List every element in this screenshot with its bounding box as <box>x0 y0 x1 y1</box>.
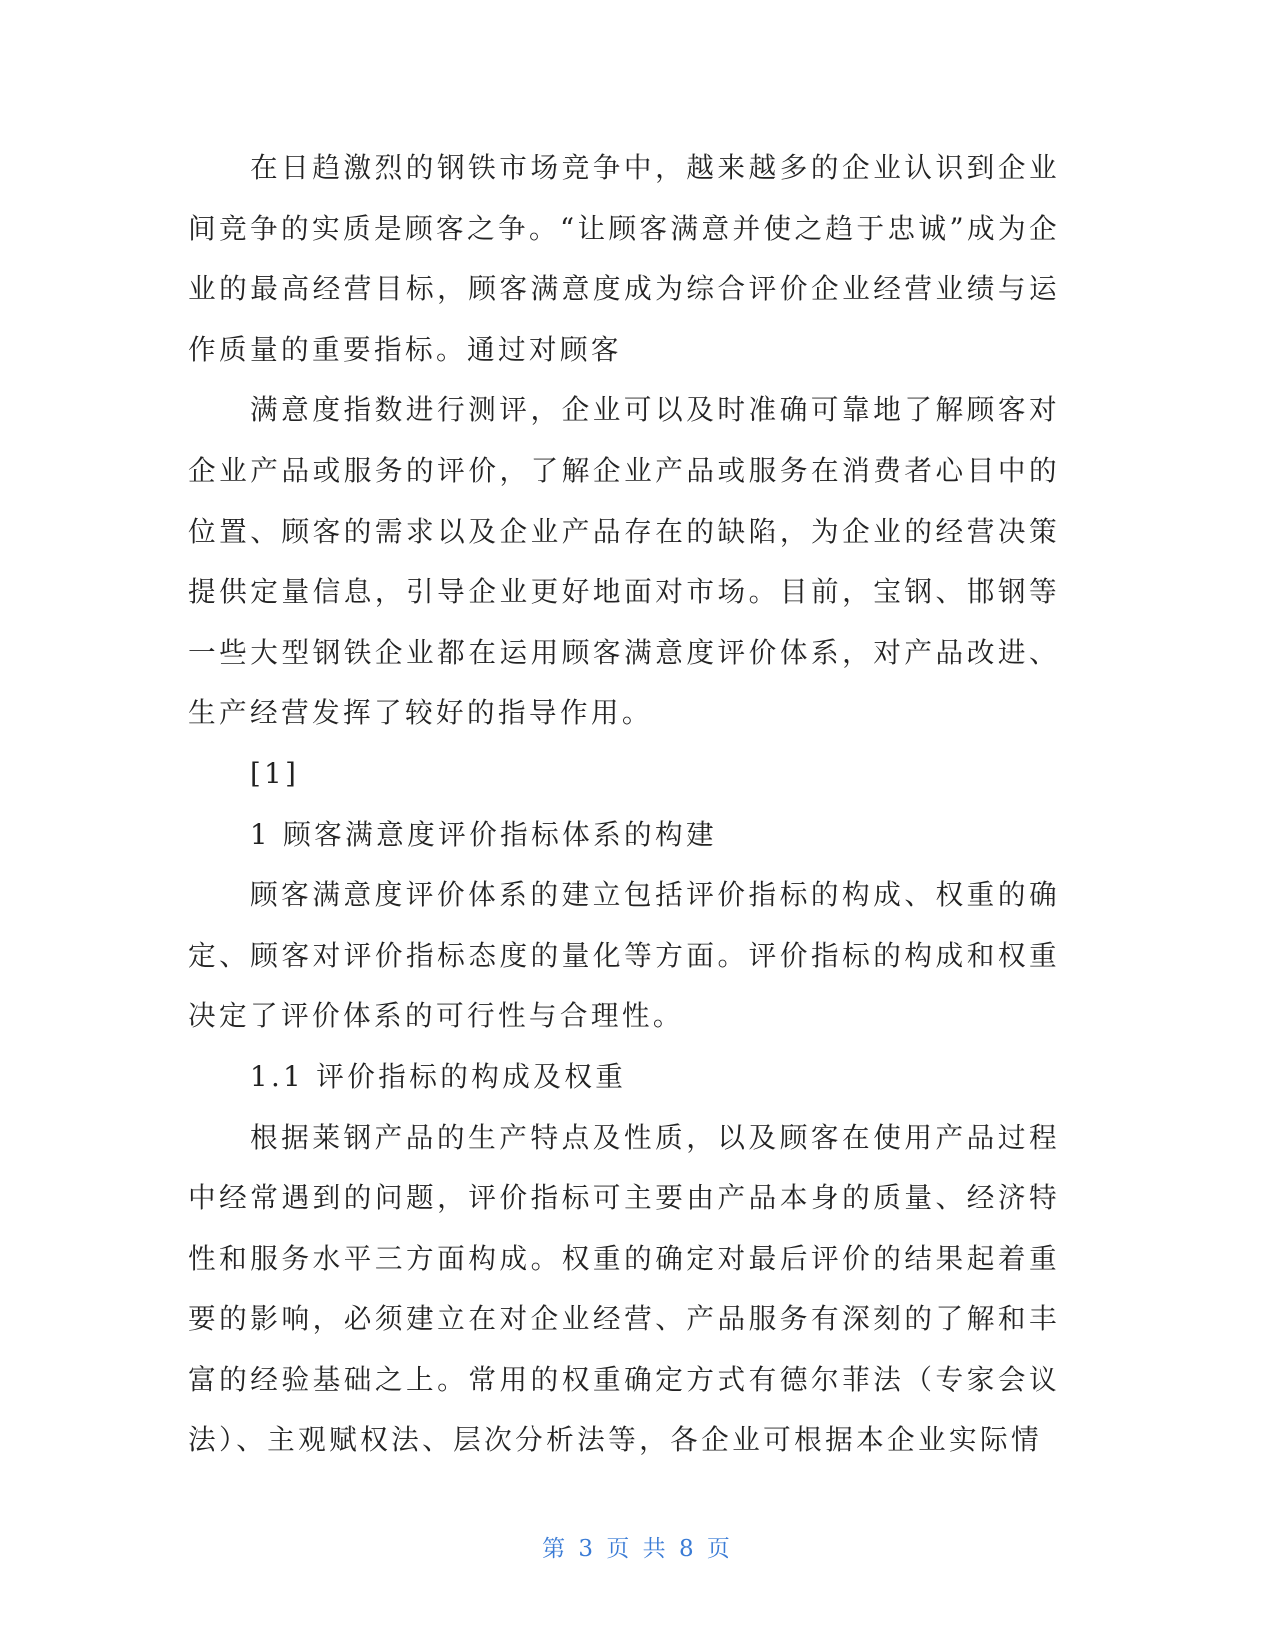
paragraph-measurement: 满意度指数进行测评，企业可以及时准确可靠地了解顾客对企业产品或服务的评价，了解企业产品或服务在消费者心目中的位置、顾客的需求以及企业产品存在的缺陷，为企业的经营决策提供定量信息，引导企业更好地面对市场。目前，宝钢、邯钢等一些大型钢铁企业都在运用顾客满意度评价体系，对产品改进、生产经营发挥了较好的指导作用。 <box>188 393 1060 730</box>
page-number-footer: 第 3 页 共 8 页 <box>542 1536 733 1562</box>
section-heading-1-1: 1.1 评价指标的构成及权重 <box>250 1059 627 1093</box>
document-body <box>188 138 1060 1471</box>
citation-reference: [1] <box>250 756 300 790</box>
paragraph-indicators-weights: 根据莱钢产品的生产特点及性质，以及顾客在使用产品过程中经常遇到的问题，评价指标可主要由产品本身的质量、经济特性和服务水平三方面构成。权重的确定对最后评价的结果起着重要的影响，必须建立在对企业经营、产品服务有深刻的了解和丰富的经验基础之上。常用的权重确定方式有德尔菲法（专家会议法）、主观赋权法、层次分析法等，各企业可根据本企业实际情 <box>188 1120 1060 1457</box>
paragraph-intro: 在日趋激烈的钢铁市场竞争中，越来越多的企业认识到企业间竞争的实质是顾客之争。“让顾客满意并使之趋于忠诚”成为企业的最高经营目标，顾客满意度成为综合评价企业经营业绩与运作质量的重要指标。通过对顾客 <box>188 151 1060 366</box>
paragraph-system-construction: 顾客满意度评价体系的建立包括评价指标的构成、权重的确定、顾客对评价指标态度的量化等方面。评价指标的构成和权重决定了评价体系的可行性与合理性。 <box>188 878 1060 1033</box>
section-heading-1: 1 顾客满意度评价指标体系的构建 <box>250 817 718 851</box>
